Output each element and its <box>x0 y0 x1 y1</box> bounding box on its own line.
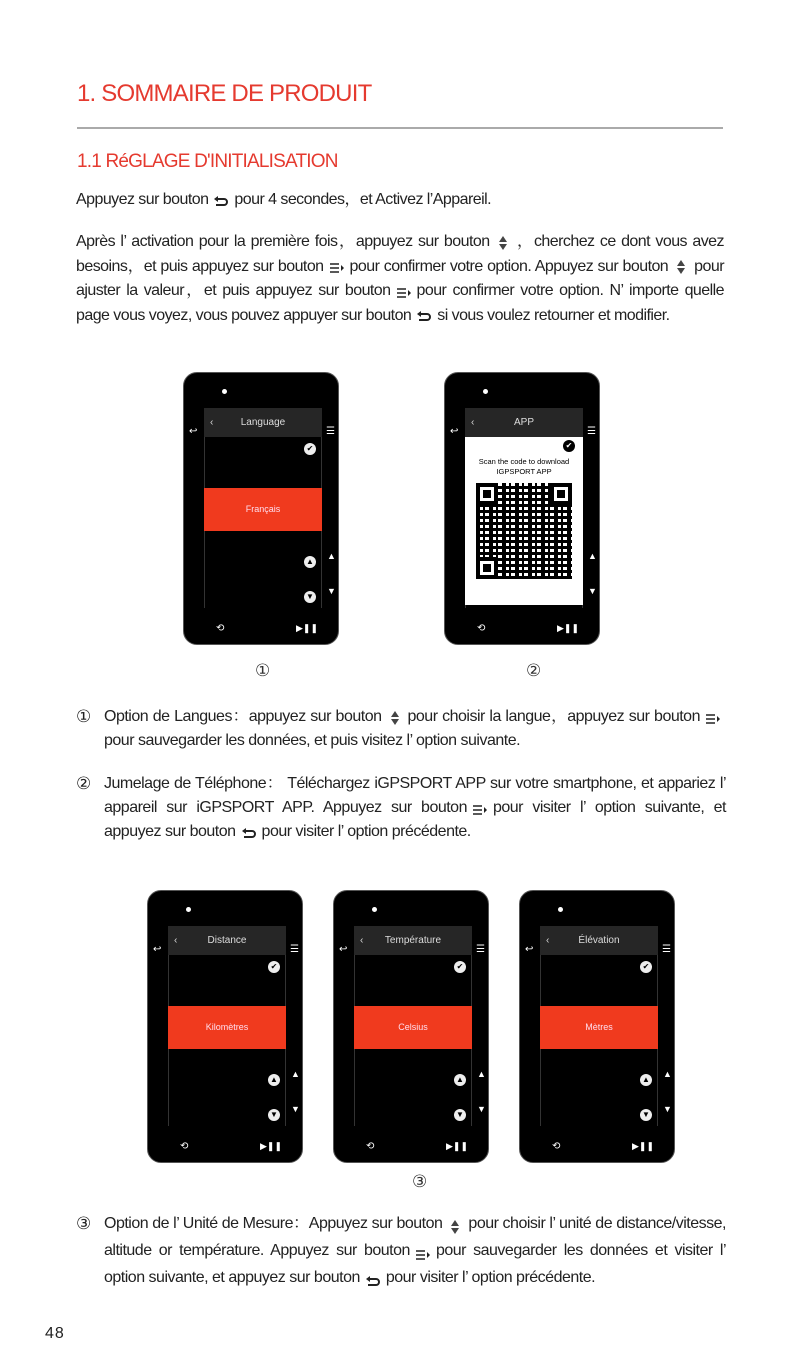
text: pour confirmer votre option. N’ importe quelle page vous voyez, vous pouvez appuyer sur bouton <box>76 282 724 324</box>
light-sensor <box>222 389 227 394</box>
up-circle-icon: ▲ <box>454 1074 466 1086</box>
confirm-icon <box>396 284 412 298</box>
up-down-icon <box>447 1217 463 1231</box>
lap-icon: ⟲ <box>366 1141 375 1152</box>
device-screen <box>444 372 600 645</box>
text: Option de Langues：appuyez sur bouton <box>104 708 382 725</box>
up-down-icon <box>673 259 689 273</box>
qr-caption: Scan the code to download IGPSPORT APP <box>478 457 570 476</box>
device-screen <box>519 890 675 1163</box>
back-button-icon <box>213 193 229 207</box>
down-arrow-icon: ▼ <box>477 1104 486 1114</box>
text: pour sauvegarder les données, et puis visitez l’ option suivante. <box>104 732 521 749</box>
device-screen <box>333 890 489 1163</box>
text: pour 4 secondes，et Activez l’Appareil. <box>234 191 492 208</box>
down-circle-icon: ▼ <box>268 1109 280 1121</box>
check-icon: ✔ <box>268 961 280 973</box>
play-pause-icon: ▶❚❚ <box>260 1141 283 1151</box>
lap-icon: ⟲ <box>180 1141 189 1152</box>
menu-confirm-icon: ☰ <box>290 944 299 955</box>
confirm-icon <box>329 259 345 273</box>
up-circle-icon: ▲ <box>268 1074 280 1086</box>
up-down-icon <box>495 235 511 249</box>
item-units <box>76 1210 726 1291</box>
text: Appuyez sur bouton <box>76 191 209 208</box>
down-arrow-icon: ▼ <box>291 1104 300 1114</box>
lap-icon: ⟲ <box>477 623 486 634</box>
qr-code <box>476 483 572 579</box>
back-button-icon: ↩ <box>525 944 534 955</box>
check-icon: ✔ <box>304 443 316 455</box>
item-language <box>76 705 726 753</box>
screen-header <box>204 408 322 437</box>
play-pause-icon: ▶❚❚ <box>296 623 319 633</box>
play-pause-icon: ▶❚❚ <box>632 1141 655 1151</box>
up-down-icon <box>387 710 403 724</box>
section-title: 1. SOMMAIRE DE PRODUIT <box>77 80 372 107</box>
light-sensor <box>372 907 377 912</box>
selected-option: Français <box>204 488 322 531</box>
confirm-icon <box>705 710 721 724</box>
marker: ③ <box>76 1214 91 1233</box>
up-circle-icon: ▲ <box>640 1074 652 1086</box>
marker: ① <box>76 707 91 726</box>
menu-confirm-icon: ☰ <box>662 944 671 955</box>
light-sensor <box>483 389 488 394</box>
check-icon: ✔ <box>640 961 652 973</box>
check-icon: ✔ <box>454 961 466 973</box>
light-sensor <box>558 907 563 912</box>
subsection-title: 1.1 RéGLAGE D'INITIALISATION <box>77 151 338 172</box>
text: si vous voulez retourner et modifier. <box>437 306 670 324</box>
selected-option: Celsius <box>354 1006 472 1049</box>
text: Option de l’ Unité de Mesure：Appuyez sur bouton <box>104 1215 443 1232</box>
back-button-icon: ↩ <box>189 426 198 437</box>
text: pour sauvegarder les données et visiter l’ option suivante, et appuyez sur bouton <box>104 1242 727 1286</box>
selected-option: Kilomètres <box>168 1006 286 1049</box>
lap-icon: ⟲ <box>216 623 225 634</box>
marker-3: ③ <box>412 1172 428 1191</box>
light-sensor <box>186 907 191 912</box>
check-icon: ✔ <box>563 440 575 452</box>
up-arrow-icon: ▲ <box>477 1069 486 1079</box>
play-pause-icon: ▶❚❚ <box>446 1141 469 1151</box>
qr-panel <box>465 437 583 605</box>
chevron-left-icon: ‹ <box>210 417 214 428</box>
text: pour ajuster la valeur，et puis appuyez sur bouton <box>76 257 724 299</box>
up-arrow-icon: ▲ <box>327 551 336 561</box>
down-arrow-icon: ▼ <box>327 586 336 596</box>
up-arrow-icon: ▲ <box>291 1069 300 1079</box>
item-phone-pairing <box>76 772 726 844</box>
text: pour choisir la langue，appuyez sur bouton <box>407 708 700 725</box>
screen-title: Distance <box>207 935 247 946</box>
text: pour confirmer votre option. Appuyez sur bouton <box>349 257 669 275</box>
screen-title: Élévation <box>578 935 620 946</box>
text: pour visiter l’ option précédente. <box>385 1269 596 1286</box>
down-circle-icon: ▼ <box>454 1109 466 1121</box>
chevron-left-icon: ‹ <box>174 935 178 946</box>
screen-header <box>354 926 472 955</box>
marker-2: ② <box>526 661 542 680</box>
paragraph-instructions <box>76 230 724 328</box>
back-button-icon: ↩ <box>339 944 348 955</box>
up-arrow-icon: ▲ <box>663 1069 672 1079</box>
marker-1: ① <box>255 661 271 680</box>
down-arrow-icon: ▼ <box>663 1104 672 1114</box>
text: pour visiter l’ option suivante, et appuyez sur bouton <box>104 799 726 840</box>
device-screen <box>147 890 303 1163</box>
menu-confirm-icon: ☰ <box>326 426 335 437</box>
down-arrow-icon: ▼ <box>588 586 597 596</box>
back-button-icon <box>241 825 257 839</box>
screen-header <box>465 408 583 437</box>
paragraph-activation <box>76 188 724 213</box>
up-arrow-icon: ▲ <box>588 551 597 561</box>
page-number: 48 <box>45 1325 65 1342</box>
text: Après l’ activation pour la première fois，appuyez sur bouton <box>76 233 490 250</box>
back-button-icon: ↩ <box>153 944 162 955</box>
lap-icon: ⟲ <box>552 1141 561 1152</box>
divider <box>77 127 723 129</box>
confirm-icon <box>415 1244 431 1258</box>
back-button-icon: ↩ <box>450 426 459 437</box>
back-button-icon <box>365 1271 381 1285</box>
text: ，cherchez ce dont vous avez besoins，et puis appuyez sur bouton <box>76 233 724 275</box>
menu-confirm-icon: ☰ <box>476 944 485 955</box>
text: pour visiter l’ option précédente. <box>261 823 471 840</box>
text: Jumelage de Téléphone： Téléchargez iGPSPORT APP sur votre smartphone, et appariez l’ appareil sur iGPSPORT APP. Appuyez sur bouton <box>104 775 726 816</box>
menu-confirm-icon: ☰ <box>587 426 596 437</box>
screen-title: Température <box>384 935 442 946</box>
device-screen <box>183 372 339 645</box>
confirm-icon <box>472 801 488 815</box>
back-button-icon <box>416 308 432 322</box>
screen-header <box>540 926 658 955</box>
selected-option: Mètres <box>540 1006 658 1049</box>
screen-header <box>168 926 286 955</box>
marker: ② <box>76 774 91 793</box>
screen-title: Language <box>240 417 286 428</box>
text: pour choisir l’ unité de distance/vitesse, altitude or température. Appuyez sur bouton <box>104 1215 726 1259</box>
down-circle-icon: ▼ <box>640 1109 652 1121</box>
up-circle-icon: ▲ <box>304 556 316 568</box>
screen-title: APP <box>513 417 534 428</box>
chevron-left-icon: ‹ <box>360 935 364 946</box>
chevron-left-icon: ‹ <box>471 417 475 428</box>
chevron-left-icon: ‹ <box>546 935 550 946</box>
down-circle-icon: ▼ <box>304 591 316 603</box>
play-pause-icon: ▶❚❚ <box>557 623 580 633</box>
